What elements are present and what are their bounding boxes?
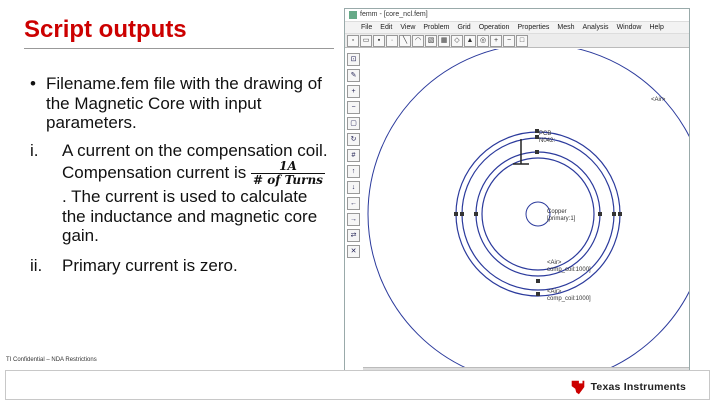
zoom-out-icon[interactable]: − <box>503 35 515 47</box>
block-mode-icon[interactable]: ▧ <box>425 35 437 47</box>
label-comp1-material: <Air> <box>547 260 562 266</box>
label-comp1-circuit: comp_coil:1000] <box>547 267 591 273</box>
node-marker <box>612 212 616 216</box>
confidential-note: TI Confidential – NDA Restrictions <box>6 357 97 363</box>
zoom-in-icon[interactable]: + <box>490 35 502 47</box>
label-copper: Copper <box>547 209 567 215</box>
label-n042: N042: <box>539 138 556 144</box>
core-outer-edge <box>456 132 620 296</box>
list-marker-ii: ii. <box>30 255 43 275</box>
bullet-marker: • <box>30 74 36 93</box>
femm-app-icon <box>349 11 357 19</box>
menu-problem[interactable]: Problem <box>423 24 450 31</box>
menu-help[interactable]: Help <box>649 24 664 31</box>
node-marker <box>618 212 622 216</box>
femm-window <box>344 8 690 372</box>
segment-mode-icon[interactable]: ╲ <box>399 35 411 47</box>
label-comp2-material: <Air> <box>547 289 562 295</box>
title-divider <box>24 48 334 49</box>
menu-properties[interactable]: Properties <box>517 24 550 31</box>
ti-brand-name: Texas Instruments <box>590 381 686 393</box>
node-marker <box>536 279 540 283</box>
zoom-in-side-icon[interactable]: + <box>347 85 360 98</box>
list-text-ii: Primary current is zero. <box>62 255 238 275</box>
bullet-item <box>30 74 330 133</box>
femm-menubar <box>345 22 689 34</box>
node-marker <box>535 150 539 154</box>
menu-analysis[interactable]: Analysis <box>582 24 609 31</box>
list-item-ii <box>30 256 330 276</box>
run-icon[interactable]: ▲ <box>464 35 476 47</box>
node-marker <box>454 212 458 216</box>
current-fraction <box>251 160 325 187</box>
node-marker <box>474 212 478 216</box>
arrow-left-icon[interactable]: ← <box>347 197 360 210</box>
slide-title: Script outputs <box>24 16 187 43</box>
ti-logo <box>569 378 686 396</box>
mesh-icon[interactable]: ◇ <box>451 35 463 47</box>
compensation-coil-inner <box>476 152 600 276</box>
femm-toolbar <box>345 34 689 48</box>
refresh-icon[interactable]: ↻ <box>347 133 360 146</box>
node-marker <box>598 212 602 216</box>
edit-icon[interactable]: ✎ <box>347 69 360 82</box>
menu-edit[interactable]: Edit <box>380 24 393 31</box>
save-icon[interactable]: ▪ <box>373 35 385 47</box>
ti-logo-mark-icon <box>569 378 587 396</box>
open-file-icon[interactable]: ▭ <box>360 35 372 47</box>
view-results-icon[interactable]: ◎ <box>477 35 489 47</box>
femm-title-bar <box>345 9 689 22</box>
fraction-numerator: 1A <box>251 160 325 174</box>
node-marker <box>460 212 464 216</box>
list-item-i <box>30 141 330 246</box>
femm-window-title: femm - [core_ncl.fem] <box>360 11 428 18</box>
menu-view[interactable]: View <box>400 24 416 31</box>
menu-file[interactable]: File <box>361 24 373 31</box>
bullet-text: Filename.fem file with the drawing of the Magnetic Core with input parameters. <box>46 74 322 132</box>
group-mode-icon[interactable]: ▦ <box>438 35 450 47</box>
label-primary: [primary:1] <box>547 216 576 222</box>
zoom-natural-icon[interactable]: ⊡ <box>347 53 360 66</box>
femm-left-toolbar <box>347 53 361 258</box>
list-marker-i: i. <box>30 140 39 160</box>
new-file-icon[interactable]: ▫ <box>347 35 359 47</box>
mirror-icon[interactable]: ⇄ <box>347 229 360 242</box>
zoom-box-icon[interactable]: ▢ <box>347 117 360 130</box>
list-text-i-a: A current on the compensation coil. Compensation current is <box>62 140 328 182</box>
delete-icon[interactable]: ✕ <box>347 245 360 258</box>
menu-operation[interactable]: Operation <box>478 24 510 31</box>
zoom-out-side-icon[interactable]: − <box>347 101 360 114</box>
zoom-window-icon[interactable]: □ <box>516 35 528 47</box>
slide-content <box>30 74 330 275</box>
femm-drawing-canvas[interactable] <box>363 49 689 369</box>
label-air: <Air> <box>651 97 666 103</box>
outer-air-boundary <box>368 49 689 369</box>
node-marker <box>536 292 540 296</box>
node-mode-icon[interactable]: · <box>386 35 398 47</box>
arrow-right-icon[interactable]: → <box>347 213 360 226</box>
menu-window[interactable]: Window <box>616 24 642 31</box>
arrow-up-icon[interactable]: ↑ <box>347 165 360 178</box>
core-inner-edge <box>482 158 594 270</box>
arc-mode-icon[interactable]: ◠ <box>412 35 424 47</box>
menu-grid[interactable]: Grid <box>457 24 471 31</box>
fraction-denominator: # of Turns <box>253 173 323 187</box>
list-text-i-b: . The current is used to calculate the inductance and magnetic core gain. <box>62 187 318 245</box>
menu-mesh[interactable]: Mesh <box>557 24 575 31</box>
label-comp2-circuit: comp_coil:1000] <box>547 296 591 302</box>
label-pcb: PCB <box>539 131 552 137</box>
compensation-coil-outer <box>462 138 614 290</box>
arrow-down-icon[interactable]: ↓ <box>347 181 360 194</box>
grid-icon[interactable]: # <box>347 149 360 162</box>
